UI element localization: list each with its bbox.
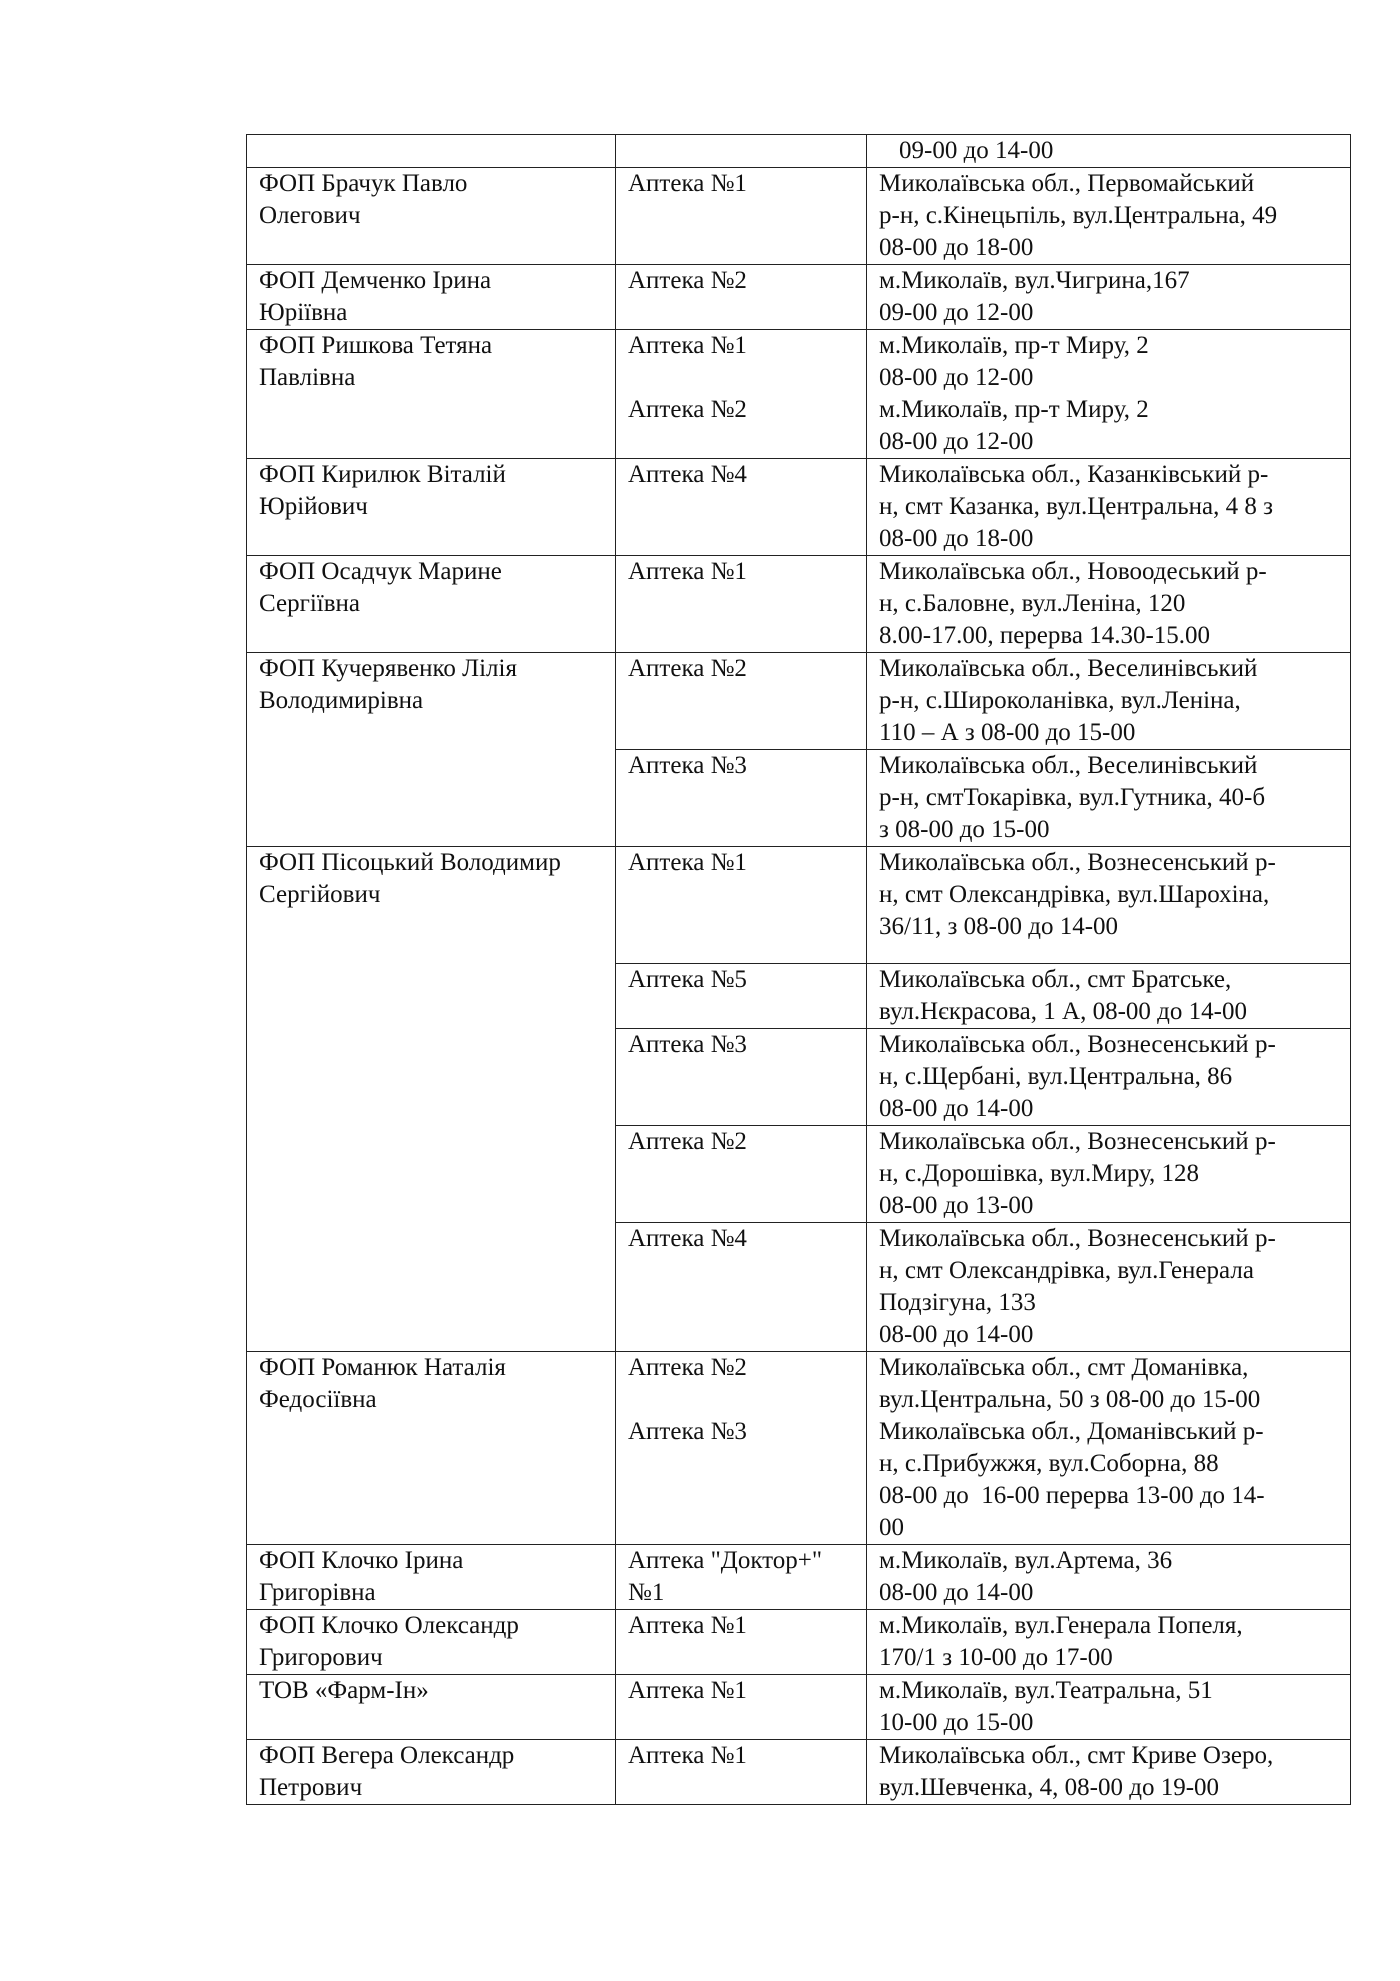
table-row — [247, 847, 1351, 964]
table-row — [247, 330, 1351, 459]
owner-name: Григорович — [259, 1644, 383, 1671]
address-cell — [867, 653, 1351, 750]
owner-name: Сергійович — [259, 881, 381, 908]
owner-cell — [247, 265, 616, 330]
continuation-row — [247, 135, 1351, 168]
line-gap — [628, 1384, 862, 1416]
pharmacy-name: Аптека №2 — [628, 1128, 747, 1155]
pharmacy-cell — [616, 1545, 867, 1610]
address-line: вул.Центральна, 50 з 08-00 до 15-00 — [879, 1386, 1261, 1413]
address-line: 10-00 до 15-00 — [879, 1709, 1034, 1736]
owner-name: Павлівна — [259, 364, 356, 391]
address-line: Миколаївська обл., Вознесенський р- — [879, 849, 1276, 876]
table-row — [247, 1610, 1351, 1675]
address-line: 08-00 до 14-00 — [879, 1095, 1034, 1122]
address-line: Миколаївська обл., Веселинівський — [879, 655, 1258, 682]
owner-name: ФОП Осадчук Марине — [259, 558, 502, 585]
address-cell — [867, 459, 1351, 556]
table-row — [247, 168, 1351, 265]
owner-name: ФОП Демченко Ірина — [259, 267, 492, 294]
pharmacy-name: Аптека №3 — [628, 1031, 747, 1058]
pharmacy-table — [246, 134, 1351, 1805]
owner-cell — [247, 1740, 616, 1805]
address-line: вул.Нєкрасова, 1 А, 08-00 до 14-00 — [879, 998, 1247, 1025]
pharmacy-cell — [616, 265, 867, 330]
owner-name: ТОВ «Фарм-Ін» — [259, 1677, 429, 1704]
address-line: 170/1 з 10-00 до 17-00 — [879, 1644, 1113, 1671]
address-line: н, смт Казанка, вул.Центральна, 4 8 з — [879, 493, 1274, 520]
owner-name: ФОП Кучерявенко Лілія — [259, 655, 517, 682]
table-row — [247, 653, 1351, 750]
address-line: н, с.Прибужжя, вул.Соборна, 88 — [879, 1450, 1219, 1477]
pharmacy-cell — [616, 556, 867, 653]
address-line: 08-00 до 16-00 перерва 13-00 до 14- — [879, 1482, 1265, 1509]
pharmacy-name: Аптека №2 — [628, 396, 747, 423]
address-line: н, смт Олександрівка, вул.Генерала — [879, 1257, 1254, 1284]
pharmacy-cell — [616, 1029, 867, 1126]
address-cell — [867, 265, 1351, 330]
address-line: з 08-00 до 15-00 — [879, 816, 1050, 843]
pharmacy-name: Аптека №1 — [628, 849, 747, 876]
address-line: м.Миколаїв, вул.Театральна, 51 — [879, 1677, 1213, 1704]
address-cell — [867, 330, 1351, 459]
address-line: Миколаївська обл., Первомайський — [879, 170, 1255, 197]
address-line: н, с.Щербані, вул.Центральна, 86 — [879, 1063, 1233, 1090]
owner-cell — [247, 135, 616, 168]
owner-cell — [247, 1610, 616, 1675]
pharmacy-cell — [616, 1126, 867, 1223]
pharmacy-name: Аптека №2 — [628, 267, 747, 294]
table-row — [247, 1545, 1351, 1610]
pharmacy-cell — [616, 1352, 867, 1545]
address-line: н, смт Олександрівка, вул.Шарохіна, — [879, 881, 1270, 908]
address-line: 08-00 до 14-00 — [879, 1321, 1034, 1348]
pharmacy-cell — [616, 1610, 867, 1675]
pharmacy-name: Аптека №1 — [628, 1742, 747, 1769]
address-line: м.Миколаїв, вул.Генерала Попеля, — [879, 1612, 1243, 1639]
pharmacy-name: Аптека №5 — [628, 966, 747, 993]
owner-name: Юріївна — [259, 299, 348, 326]
address-cell — [867, 1545, 1351, 1610]
owner-cell — [247, 847, 616, 1352]
pharmacy-cell — [616, 1740, 867, 1805]
address-cell — [867, 1610, 1351, 1675]
pharmacy-name: Аптека "Доктор+" — [628, 1547, 823, 1574]
owner-cell — [247, 1545, 616, 1610]
address-line: 8.00-17.00, перерва 14.30-15.00 — [879, 622, 1211, 649]
pharmacy-name: Аптека №2 — [628, 655, 747, 682]
owner-name: ФОП Вегера Олександр — [259, 1742, 515, 1769]
owner-name: ФОП Брачук Павло — [259, 170, 468, 197]
address-cell — [867, 1029, 1351, 1126]
owner-name: Петрович — [259, 1774, 363, 1801]
table-row — [247, 1352, 1351, 1545]
address-line: 09-00 до 12-00 — [879, 299, 1034, 326]
address-line: 00 — [879, 1514, 904, 1541]
address-line: Миколаївська обл., Вознесенський р- — [879, 1225, 1276, 1252]
address-line: 36/11, з 08-00 до 14-00 — [879, 913, 1119, 940]
address-cell — [867, 1223, 1351, 1352]
address-cell — [867, 1740, 1351, 1805]
owner-name: Григорівна — [259, 1579, 376, 1606]
address-line: 08-00 до 18-00 — [879, 525, 1034, 552]
address-line: м.Миколаїв, вул.Артема, 36 — [879, 1547, 1173, 1574]
address-cell — [867, 168, 1351, 265]
address-cell — [867, 1126, 1351, 1223]
owner-cell — [247, 459, 616, 556]
pharmacy-name: Аптека №3 — [628, 1418, 747, 1445]
address-line: Миколаївська обл., смт Криве Озеро, — [879, 1742, 1274, 1769]
owner-name: Володимирівна — [259, 687, 424, 714]
address-cell — [867, 135, 1351, 168]
address-line: р-н, смтТокарівка, вул.Гутника, 40-б — [879, 784, 1266, 811]
address-cell — [867, 847, 1351, 964]
owner-name: Олегович — [259, 202, 361, 229]
address-cell — [867, 964, 1351, 1029]
owner-name: ФОП Кирилюк Віталій — [259, 461, 506, 488]
address-line: Миколаївська обл., Новоодеський р- — [879, 558, 1267, 585]
address-line: Миколаївська обл., Вознесенський р- — [879, 1031, 1276, 1058]
table-row — [247, 459, 1351, 556]
owner-name: Юрійович — [259, 493, 368, 520]
owner-name: ФОП Пісоцький Володимир — [259, 849, 561, 876]
pharmacy-cell — [616, 653, 867, 750]
owner-name: ФОП Клочко Олександр — [259, 1612, 519, 1639]
owner-name: Федосіївна — [259, 1386, 377, 1413]
pharmacy-cell — [616, 330, 867, 459]
pharmacy-name: Аптека №4 — [628, 461, 747, 488]
pharmacy-name: Аптека №3 — [628, 752, 747, 779]
pharmacy-cell — [616, 1675, 867, 1740]
address-line: Миколаївська обл., Веселинівський — [879, 752, 1258, 779]
table-row — [247, 265, 1351, 330]
pharmacy-table-body — [247, 135, 1351, 1805]
pharmacy-name: Аптека №1 — [628, 170, 747, 197]
address-line: 08-00 до 18-00 — [879, 234, 1034, 261]
address-line: Миколаївська обл., смт Братське, — [879, 966, 1232, 993]
pharmacy-name: Аптека №1 — [628, 1677, 747, 1704]
address-line: м.Миколаїв, пр-т Миру, 2 — [879, 332, 1149, 359]
owner-cell — [247, 1352, 616, 1545]
owner-name: ФОП Клочко Ірина — [259, 1547, 464, 1574]
owner-cell — [247, 556, 616, 653]
pharmacy-cell — [616, 750, 867, 847]
pharmacy-cell — [616, 847, 867, 964]
cell-padding — [879, 943, 1346, 963]
pharmacy-cell — [616, 459, 867, 556]
address-cell — [867, 1675, 1351, 1740]
pharmacy-name: Аптека №1 — [628, 332, 747, 359]
owner-name: Сергіївна — [259, 590, 361, 617]
pharmacy-cell — [616, 135, 867, 168]
table-row — [247, 1740, 1351, 1805]
address-line: 09-00 до 14-00 — [899, 137, 1054, 164]
address-line: н, с.Баловне, вул.Леніна, 120 — [879, 590, 1186, 617]
pharmacy-cell — [616, 1223, 867, 1352]
address-line: 08-00 до 12-00 — [879, 428, 1034, 455]
address-line: Подзігуна, 133 — [879, 1289, 1036, 1316]
address-line: 08-00 до 14-00 — [879, 1579, 1034, 1606]
address-line: р-н, с.Кінецьпіль, вул.Центральна, 49 — [879, 202, 1278, 229]
owner-name: ФОП Романюк Наталія — [259, 1354, 506, 1381]
pharmacy-cell — [616, 964, 867, 1029]
owner-cell — [247, 653, 616, 847]
address-line: Миколаївська обл., Казанківський р- — [879, 461, 1269, 488]
address-line: р-н, с.Широколанівка, вул.Леніна, — [879, 687, 1241, 714]
address-cell — [867, 556, 1351, 653]
address-line: Миколаївська обл., Вознесенський р- — [879, 1128, 1276, 1155]
address-cell — [867, 750, 1351, 847]
pharmacy-name: №1 — [628, 1579, 665, 1606]
table-row — [247, 1675, 1351, 1740]
address-line: н, с.Дорошівка, вул.Миру, 128 — [879, 1160, 1199, 1187]
owner-name: ФОП Ришкова Тетяна — [259, 332, 493, 359]
pharmacy-name: Аптека №1 — [628, 1612, 747, 1639]
address-line: Миколаївська обл., смт Доманівка, — [879, 1354, 1249, 1381]
table-row — [247, 556, 1351, 653]
address-line: м.Миколаїв, пр-т Миру, 2 — [879, 396, 1149, 423]
owner-cell — [247, 168, 616, 265]
address-line: 110 – А з 08-00 до 15-00 — [879, 719, 1136, 746]
address-line: 08-00 до 12-00 — [879, 364, 1034, 391]
address-line: м.Миколаїв, вул.Чигрина,167 — [879, 267, 1190, 294]
address-line: 08-00 до 13-00 — [879, 1192, 1034, 1219]
pharmacy-name: Аптека №4 — [628, 1225, 747, 1252]
pharmacy-name: Аптека №2 — [628, 1354, 747, 1381]
line-gap — [628, 362, 862, 394]
address-line: Миколаївська обл., Доманівський р- — [879, 1418, 1264, 1445]
address-line: вул.Шевченка, 4, 08-00 до 19-00 — [879, 1774, 1220, 1801]
owner-cell — [247, 1675, 616, 1740]
pharmacy-name: Аптека №1 — [628, 558, 747, 585]
owner-cell — [247, 330, 616, 459]
address-cell — [867, 1352, 1351, 1545]
pharmacy-cell — [616, 168, 867, 265]
